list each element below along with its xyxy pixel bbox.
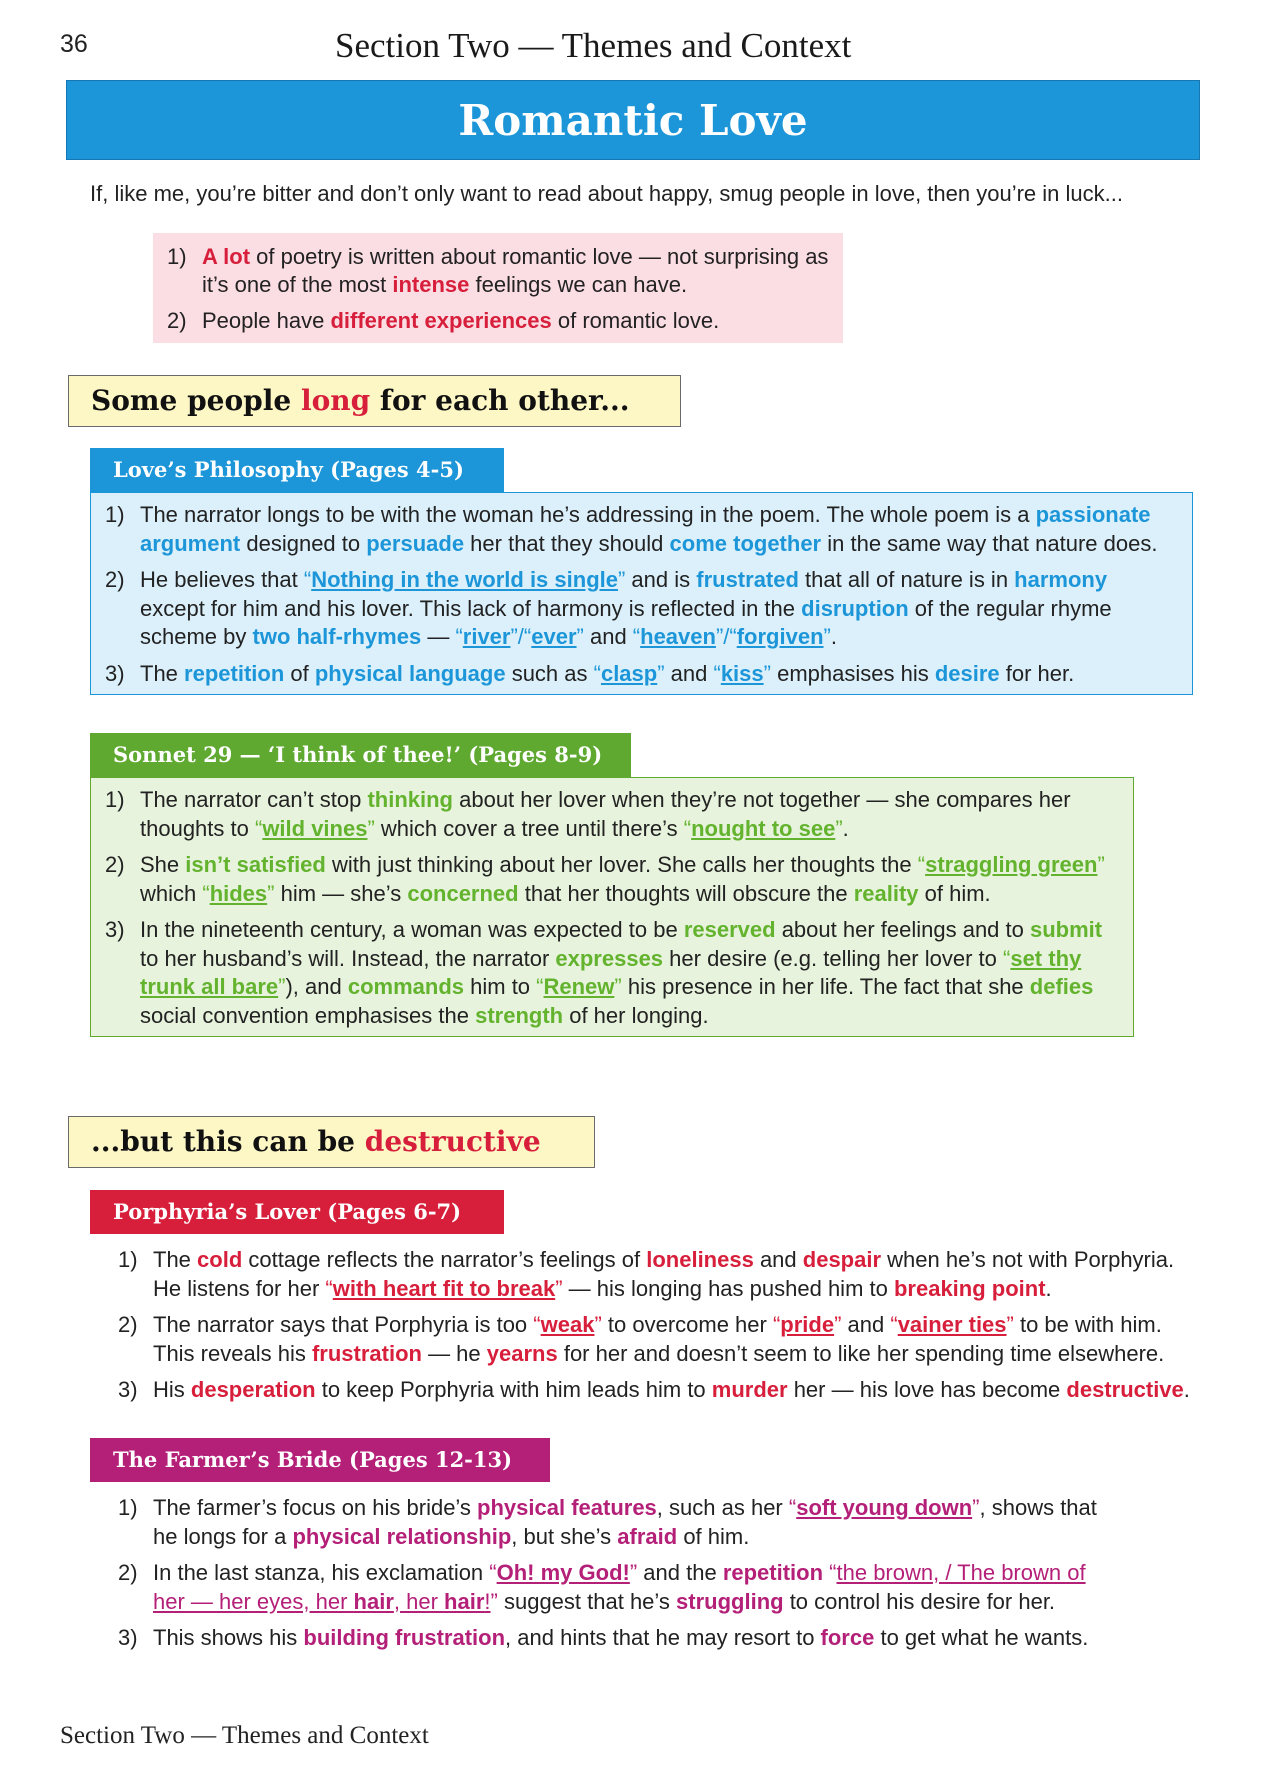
list-item: 1) The farmer’s focus on his bride’s physical features, such as her “soft young down”, shows that he longs for a physical relationship, but she’s afraid of him. — [118, 1495, 1097, 1549]
page-number: 36 — [60, 30, 88, 58]
farmers-bride-points — [118, 1494, 1118, 1661]
list-item: 1) The cold cottage reflects the narrator’s feelings of loneliness and despair when he’s not with Porphyria. He listens for her “with heart fit to break” — his longing has pushed him to breaking point. — [118, 1247, 1175, 1301]
list-item: 2) People have different experiences of romantic love. — [167, 308, 720, 333]
porphyrias-lover-tab: Porphyria’s Lover (Pages 6-7) — [90, 1190, 504, 1234]
intro-text: If, like me, you’re bitter and don’t only want to read about happy, smug people in love, then you’re in luck... — [90, 181, 1123, 206]
list-item: 2) She isn’t satisfied with just thinking about her lover. She calls her thoughts the “straggling green” which “hides” him — she’s concerned that her thoughts will obscure the reality of him. — [105, 852, 1105, 906]
intro-points-box — [153, 233, 843, 343]
sonnet-29-box — [90, 777, 1134, 1037]
list-item: 1) The narrator can’t stop thinking about her lover when they’re not together — she compares her thoughts to “wild vines” which cover a tree until there’s “nought to see”. — [105, 787, 1071, 841]
farmers-bride-tab: The Farmer’s Bride (Pages 12-13) — [90, 1438, 550, 1482]
sonnet-29-tab: Sonnet 29 — ‘I think of thee!’ (Pages 8-9) — [90, 733, 631, 777]
list-item: 3) In the nineteenth century, a woman was expected to be reserved about her feelings and to submit to her husband’s will. Instead, the narrator expresses her desire (e.g. telling her lover to “set thy trunk all bare”), and commands him to “Renew” his presence in her life. The fact that she defies social convention emphasises the strength of her longing. — [105, 917, 1103, 1028]
section-header: Section Two — Themes and Context — [335, 26, 852, 65]
page-title: Romantic Love — [66, 80, 1200, 160]
list-item: 3) The repetition of physical language such as “clasp” and “kiss” emphasises his desire for her. — [105, 660, 1075, 686]
list-item: 2) He believes that “Nothing in the world is single” and is frustrated that all of nature is in harmony except for him and his lover. This lack of harmony is reflected in the disruption of the regular rhyme scheme by two half-rhymes — “river”/“ever” and “heaven”/“forgiven”. — [105, 567, 1112, 649]
list-item: 1) A lot of poetry is written about romantic love — not surprising as it’s one of the most intense feelings we can have. — [167, 244, 829, 297]
list-item: 3) His desperation to keep Porphyria with him leads him to murder her — his love has become destructive. — [118, 1377, 1190, 1402]
list-item: 2) In the last stanza, his exclamation “Oh! my God!” and the repetition “the brown, / The brown of her — her eyes, her hair, her hair!” suggest that he’s struggling to control his desire for her. — [118, 1560, 1086, 1614]
porphyrias-lover-points — [118, 1246, 1208, 1413]
list-item: 1) The narrator longs to be with the woman he’s addressing in the poem. The whole poem is a passionate argument designed to persuade her that they should come together in the same way that nature does. — [105, 502, 1158, 556]
destructive-heading: ...but this can be destructive — [68, 1116, 595, 1168]
list-item: 3) This shows his building frustration, and hints that he may resort to force to get what he wants. — [118, 1625, 1089, 1650]
footer-section-label: Section Two — Themes and Context — [60, 1722, 429, 1749]
list-item: 2) The narrator says that Porphyria is too “weak” to overcome her “pride” and “vainer ties” to be with him. This reveals his frustration — he yearns for her and doesn’t seem to like her spending time elsewhere. — [118, 1312, 1165, 1366]
longing-heading: Some people long for each other... — [68, 375, 681, 427]
loves-philosophy-box — [90, 492, 1193, 695]
loves-philosophy-tab: Love’s Philosophy (Pages 4-5) — [90, 448, 504, 492]
